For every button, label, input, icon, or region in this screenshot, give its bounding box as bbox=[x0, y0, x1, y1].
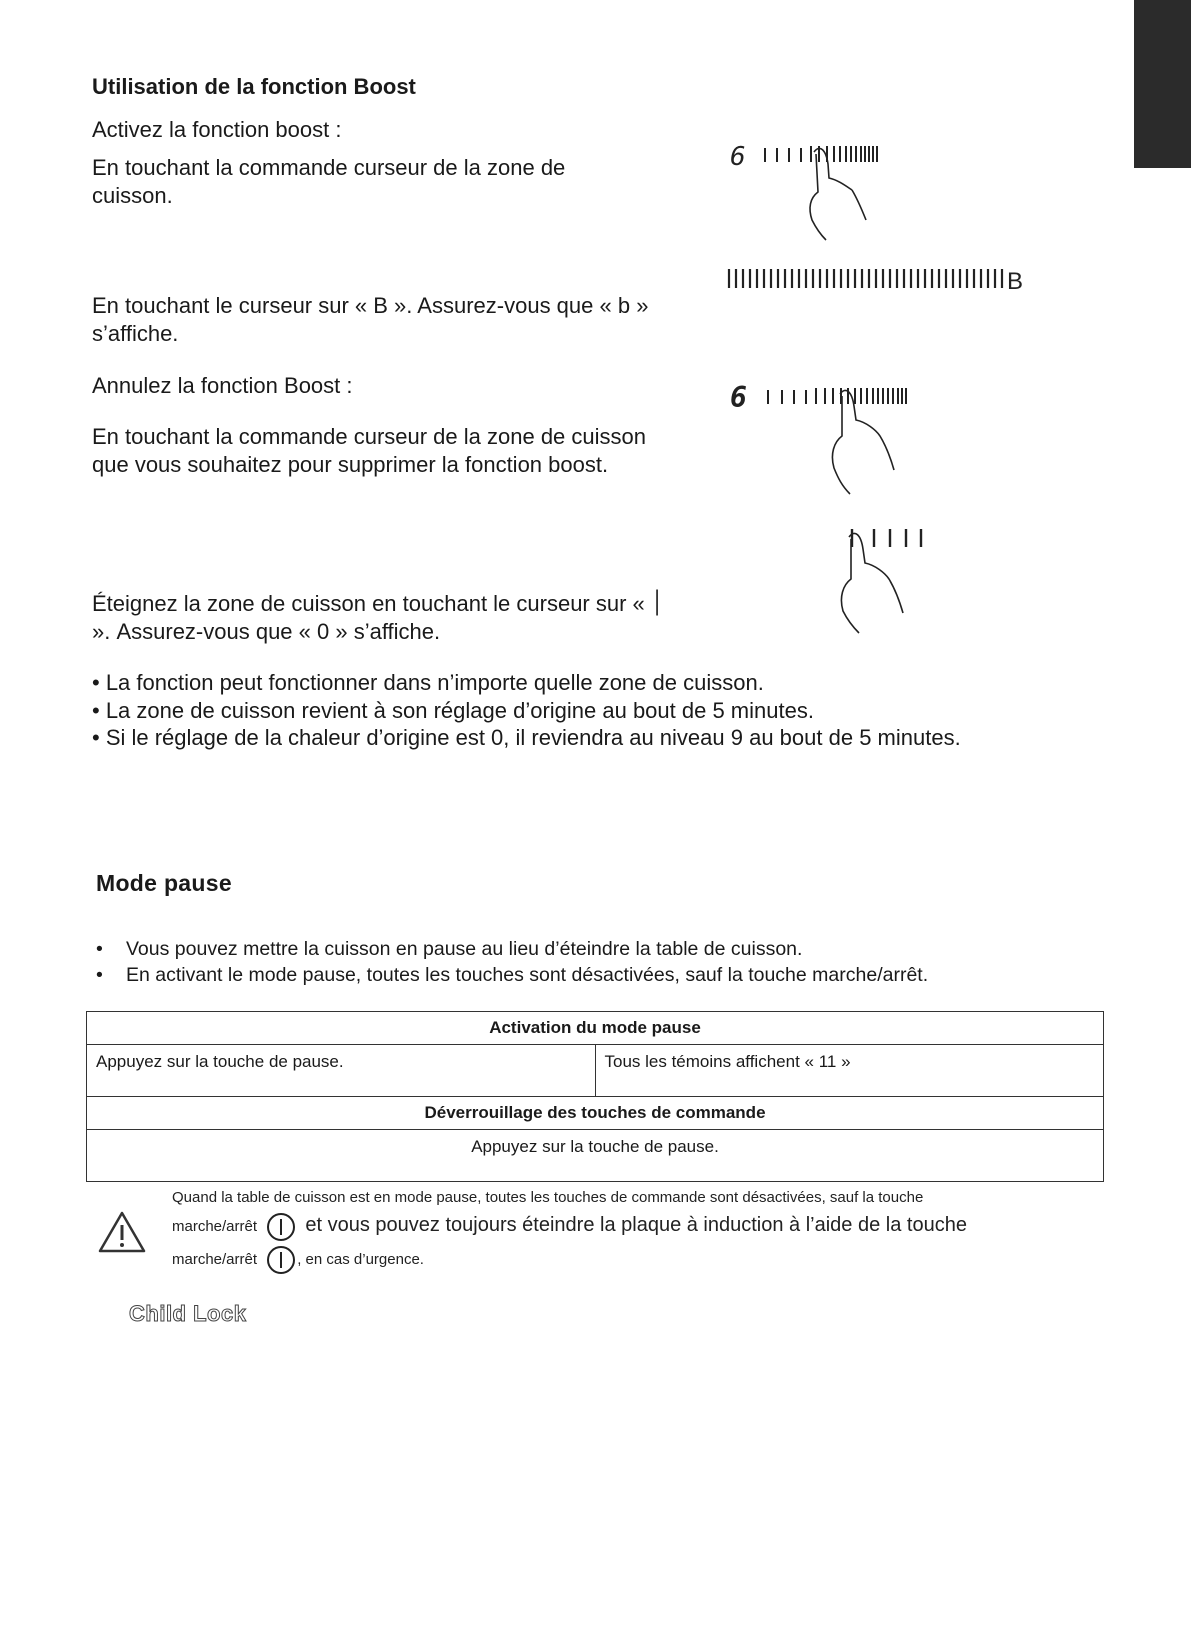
unlock-header: Déverrouillage des touches de commande bbox=[87, 1097, 1104, 1130]
warning-line-1: Quand la table de cuisson est en mode pause, toutes les touches de commande sont désactivées, sauf la touche bbox=[172, 1189, 924, 1206]
boost-activate-step1: En touchant la commande curseur de la zone de cuisson. bbox=[92, 155, 566, 208]
warning-text: marche/arrêt bbox=[172, 1217, 258, 1235]
warning-icon bbox=[98, 1210, 146, 1254]
slider-ticks bbox=[768, 388, 906, 404]
boost-activate-heading: Activez la fonction boost : bbox=[92, 117, 342, 142]
finger-icon bbox=[832, 390, 894, 494]
warning-text: marche/arrêt bbox=[172, 1250, 258, 1268]
list-item: • En activant le mode pause, toutes les touches sont désactivées, sauf la touche marche/arrêt. bbox=[92, 962, 928, 988]
boost-activate-step2: En touchant le curseur sur « B ». Assurez-vous que « b » s’affiche. bbox=[92, 293, 649, 346]
boost-marker: B bbox=[1007, 268, 1024, 295]
child-lock-title: Child Lock bbox=[129, 1301, 247, 1326]
warning-line-3 bbox=[172, 1244, 424, 1276]
finger-icon bbox=[810, 148, 866, 240]
activation-header: Activation du mode pause bbox=[87, 1012, 1104, 1045]
boost-cancel-step2: Éteignez la zone de cuisson en touchant le curseur sur « ׀ ». Assurez-vous que « 0 » s’affiche. bbox=[92, 591, 664, 644]
unlock-action: Appuyez sur la touche de pause. bbox=[87, 1130, 1104, 1182]
slider-touch-illustration-2 bbox=[730, 380, 950, 500]
power-icon bbox=[265, 1211, 297, 1243]
list-item: • Vous pouvez mettre la cuisson en pause au lieu d’éteindre la table de cuisson. bbox=[92, 936, 928, 962]
slider-touch-illustration-1 bbox=[730, 140, 950, 250]
warning-text: , en cas d’urgence. bbox=[297, 1250, 424, 1268]
boost-cancel-heading: Annulez la fonction Boost : bbox=[92, 373, 353, 398]
display-digit: 6 bbox=[730, 381, 747, 414]
warning-text: et vous pouvez toujours éteindre la plaque à induction à l’aide de la touche bbox=[305, 1213, 967, 1236]
pause-mode-table bbox=[86, 1011, 1104, 1182]
warning-line-2 bbox=[172, 1211, 967, 1243]
boost-note: • La fonction peut fonctionner dans n’importe quelle zone de cuisson. bbox=[92, 670, 764, 695]
activation-result: Tous les témoins affichent « 11 » bbox=[595, 1045, 1104, 1097]
slider-off-illustration bbox=[835, 525, 955, 635]
page-corner-tab bbox=[1134, 0, 1191, 168]
boost-scale-ticks bbox=[729, 269, 1002, 288]
display-digit: 6 bbox=[730, 142, 746, 172]
pause-section-title: Mode pause bbox=[96, 870, 232, 896]
boost-scale-illustration bbox=[727, 266, 1037, 296]
power-icon bbox=[265, 1244, 297, 1276]
activation-action: Appuyez sur la touche de pause. bbox=[87, 1045, 596, 1097]
finger-icon bbox=[841, 533, 903, 633]
pause-info-list bbox=[92, 936, 928, 988]
boost-note: • La zone de cuisson revient à son réglage d’origine au bout de 5 minutes. bbox=[92, 697, 814, 723]
boost-cancel-step1: En touchant la commande curseur de la zone de cuisson que vous souhaitez pour supprimer la fonction boost. bbox=[92, 424, 646, 477]
boost-note: • Si le réglage de la chaleur d’origine est 0, il reviendra au niveau 9 au bout de 5 minutes. bbox=[92, 725, 961, 750]
boost-section-title: Utilisation de la fonction Boost bbox=[92, 74, 416, 99]
boost-notes bbox=[92, 669, 961, 752]
